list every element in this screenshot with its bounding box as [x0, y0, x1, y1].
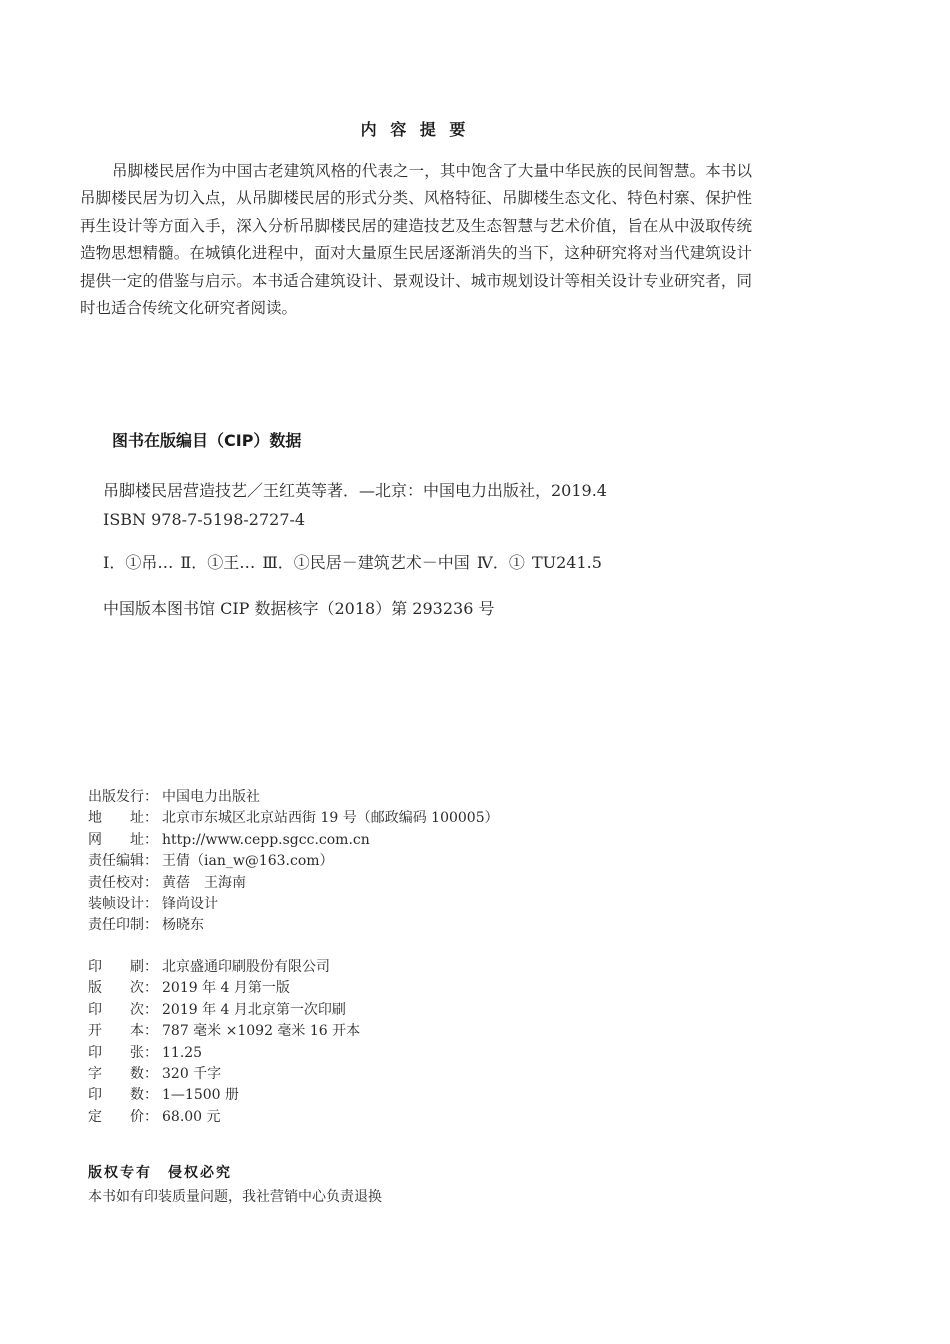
info-row: 责任编辑： 王倩（ian_w@163.com）: [88, 853, 334, 870]
info-row: 地 址： 北京市东城区北京站西街 19 号（邮政编码 100005）: [88, 810, 499, 827]
info-row: 责任校对： 黄蓓 王海南: [88, 874, 246, 891]
info-row: 责任印制： 杨晓东: [88, 917, 204, 934]
cip-title-line: 吊脚楼民居营造技艺／王红英等著．—北京：中国电力出版社，2019.4: [103, 481, 607, 500]
info-row: 开 本： 787 毫米 ×1092 毫米 16 开本: [88, 1023, 361, 1040]
cip-record: 中国版本图书馆 CIP 数据核字（2018）第 293236 号: [103, 599, 495, 618]
info-row: 印 张： 11.25: [88, 1044, 203, 1061]
info-row: 定 价： 68.00 元: [88, 1108, 221, 1125]
info-row: 出版发行： 中国电力出版社: [88, 789, 260, 805]
info-row: 网 址： http://www.cepp.sgcc.com.cn: [88, 831, 370, 848]
cip-classification: Ⅰ．①吊… Ⅱ．①王… Ⅲ．①民居－建筑艺术－中国 Ⅳ．① TU241.5: [103, 553, 602, 572]
cip-heading: 图书在版编目（CIP）数据: [112, 431, 302, 450]
info-row: 字 数： 320 千字: [88, 1065, 222, 1082]
info-row: 装帧设计： 锋尚设计: [88, 895, 218, 912]
info-row: 印 数： 1—1500 册: [88, 1087, 239, 1104]
print-info: [88, 957, 360, 1128]
rights-title: 版权专有 侵权必究: [88, 1165, 232, 1181]
info-row: 印 次： 2019 年 4 月北京第一次印刷: [88, 1001, 346, 1018]
info-row: 印 刷： 北京盛通印刷股份有限公司: [88, 959, 330, 975]
publisher-info: [88, 787, 499, 937]
rights-text: 本书如有印装质量问题，我社营销中心负责退换: [88, 1189, 382, 1205]
summary-text: 吊脚楼民居作为中国古老建筑风格的代表之一，其中饱含了大量中华民族的民间智慧。本书以吊脚楼民居为切入点，从吊脚楼民居的形式分类、风格特征、吊脚楼生态文化、特色村寨、保护性再生设计等方面入手，深入分析吊脚楼民居的建造技艺及生态智慧与艺术价值，旨在从中汲取传统造物思想精髓。在城镇化进程中，面对大量原生民居逐渐消失的当下，这种研究将对当代建筑设计提供一定的借鉴与启示。本书适合建筑设计、景观设计、城市规划设计等相关设计专业研究者，同时也适合传统文化研究者阅读。: [80, 162, 752, 318]
cip-isbn: ISBN 978-7-5198-2727-4: [103, 510, 306, 529]
info-row: 版 次： 2019 年 4 月第一版: [88, 980, 290, 997]
summary-title: 内 容 提 要: [360, 120, 470, 139]
